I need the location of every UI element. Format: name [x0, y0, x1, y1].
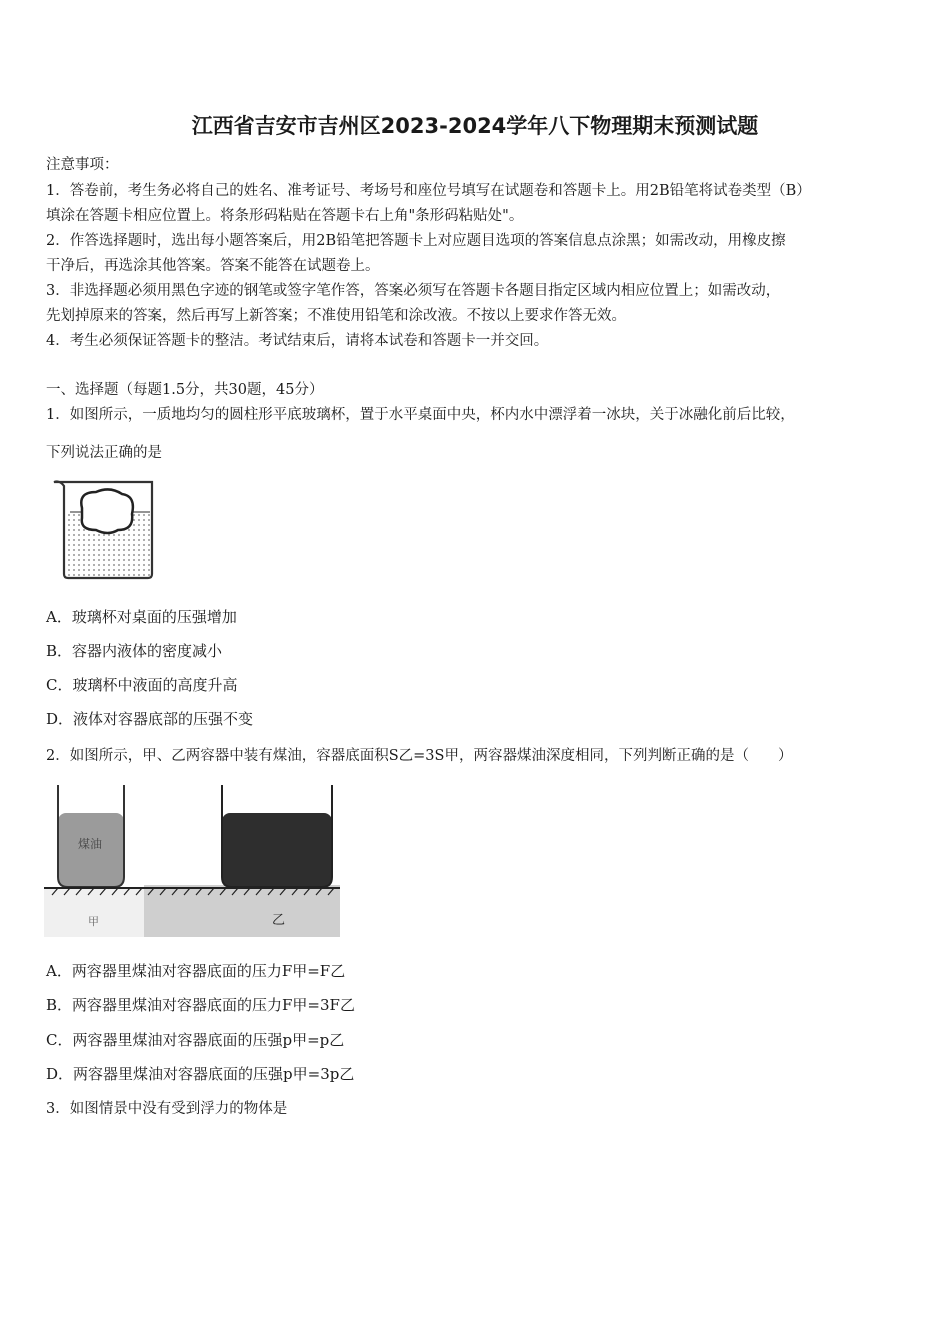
- notice-line: 3．非选择题必须用黑色字迹的钢笔或签字笔作答，答案必须写在答题卡各题目指定区域内相应位置上；如需改动，: [46, 283, 781, 299]
- question-2-text: 2．如图所示，甲、乙两容器中装有煤油，容器底面积S乙=3S甲，两容器煤油深度相同，下列判断正确的是（ ）: [46, 748, 793, 764]
- question-3-text: 3．如图情景中没有受到浮力的物体是: [46, 1101, 288, 1117]
- beaker-with-ice-figure: [52, 478, 160, 582]
- notice-line: 填涂在答题卡相应位置上。将条形码粘贴在答题卡右上角"条形码粘贴处"。: [46, 208, 524, 224]
- q2-option-d: D．两容器里煤油对容器底面的压强p甲=3p乙: [46, 1065, 355, 1083]
- notice-heading: 注意事项：: [46, 157, 119, 173]
- question-1-text-cont: 下列说法正确的是: [46, 445, 162, 461]
- page-title: 江西省吉安市吉州区2023-2024学年八下物理期末预测试题: [191, 114, 759, 138]
- section-heading: 一、选择题（每题1.5分，共30题，45分）: [46, 382, 324, 398]
- container-jia-label: 甲: [88, 915, 99, 928]
- q1-option-b: B．容器内液体的密度减小: [46, 642, 223, 660]
- notice-line: 4．考生必须保证答题卡的整洁。考试结束后，请将本试卷和答题卡一并交回。: [46, 333, 549, 349]
- q2-option-a: A．两容器里煤油对容器底面的压力F甲=F乙: [46, 962, 346, 980]
- notice-line: 干净后，再选涂其他答案。答案不能答在试题卷上。: [46, 258, 380, 274]
- q1-option-d: D．液体对容器底部的压强不变: [46, 710, 254, 728]
- q2-option-b: B．两容器里煤油对容器底面的压力F甲=3F乙: [46, 996, 355, 1014]
- q2-option-c: C．两容器里煤油对容器底面的压强p甲=p乙: [46, 1031, 345, 1049]
- question-1-text: 1．如图所示，一质地均匀的圆柱形平底玻璃杯，置于水平桌面中央，杯内水中漂浮着一冰块，关于冰融化前后比较，: [46, 407, 795, 423]
- notice-line: 1．答卷前，考生务必将自己的姓名、准考证号、考场号和座位号填写在试题卷和答题卡上。用2B铅笔将试卷类型（B）: [46, 183, 811, 199]
- q1-option-a: A．玻璃杯对桌面的压强增加: [46, 608, 237, 626]
- container-yi-label: 乙: [272, 913, 286, 928]
- q1-option-c: C．玻璃杯中液面的高度升高: [46, 676, 238, 694]
- notice-line: 先划掉原来的答案，然后再写上新答案；不准使用铅笔和涂改液。不按以上要求作答无效。: [46, 308, 626, 324]
- two-containers-figure: [44, 785, 340, 937]
- kerosene-label: 煤油: [78, 837, 103, 851]
- notice-line: 2．作答选择题时，选出每小题答案后，用2B铅笔把答题卡上对应题目选项的答案信息点涂黑；如需改动，用橡皮擦: [46, 233, 786, 249]
